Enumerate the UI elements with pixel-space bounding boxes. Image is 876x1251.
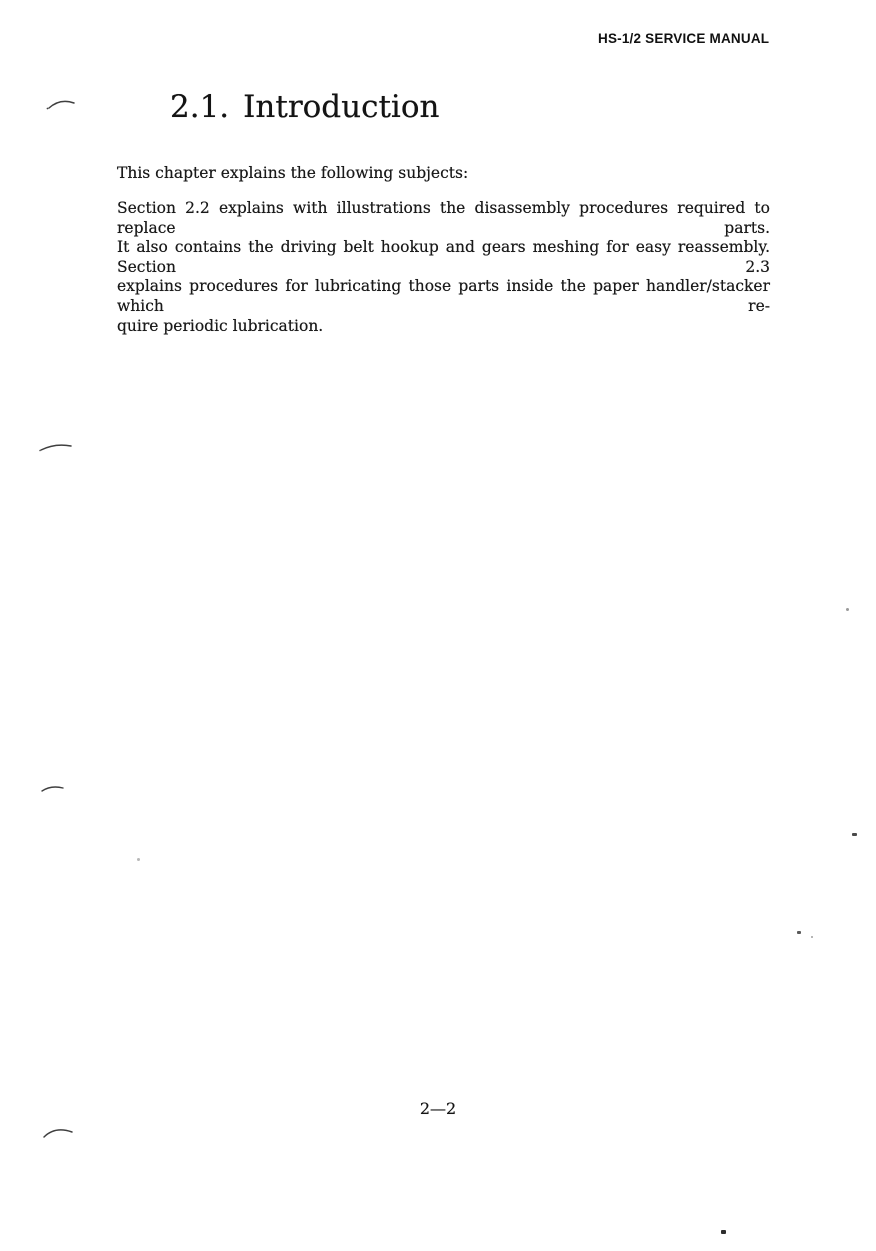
- scan-speck: [137, 858, 140, 861]
- scan-speck: [721, 1230, 726, 1234]
- section-heading: [170, 88, 439, 126]
- running-header: HS-1/2 SERVICE MANUAL: [598, 31, 770, 46]
- scan-artifact-arc: [42, 1125, 74, 1140]
- scan-artifact-arc: [41, 784, 65, 794]
- scan-speck: [852, 833, 857, 836]
- scan-artifact-arc: [46, 97, 76, 111]
- body-line: quire periodic lubrication.: [117, 316, 324, 335]
- section-title: Introduction: [243, 89, 440, 125]
- body-paragraph: [117, 199, 770, 336]
- scan-speck: [811, 936, 813, 938]
- body-line: Section 2.2 explains with illustrations the disassembly procedures required to replace parts.: [117, 199, 770, 237]
- intro-paragraph: This chapter explains the following subjects:: [117, 164, 469, 182]
- scan-speck: [846, 608, 849, 611]
- section-number: 2.1.: [170, 89, 230, 125]
- body-line: It also contains the driving belt hookup and gears meshing for easy reassembly. Section 2.3: [117, 238, 770, 276]
- scan-artifact-arc: [39, 441, 73, 453]
- page-number: 2—2: [419, 1099, 457, 1118]
- body-line: explains procedures for lubricating those parts inside the paper handler/stacker which re-: [117, 277, 770, 315]
- scan-speck: [797, 931, 801, 934]
